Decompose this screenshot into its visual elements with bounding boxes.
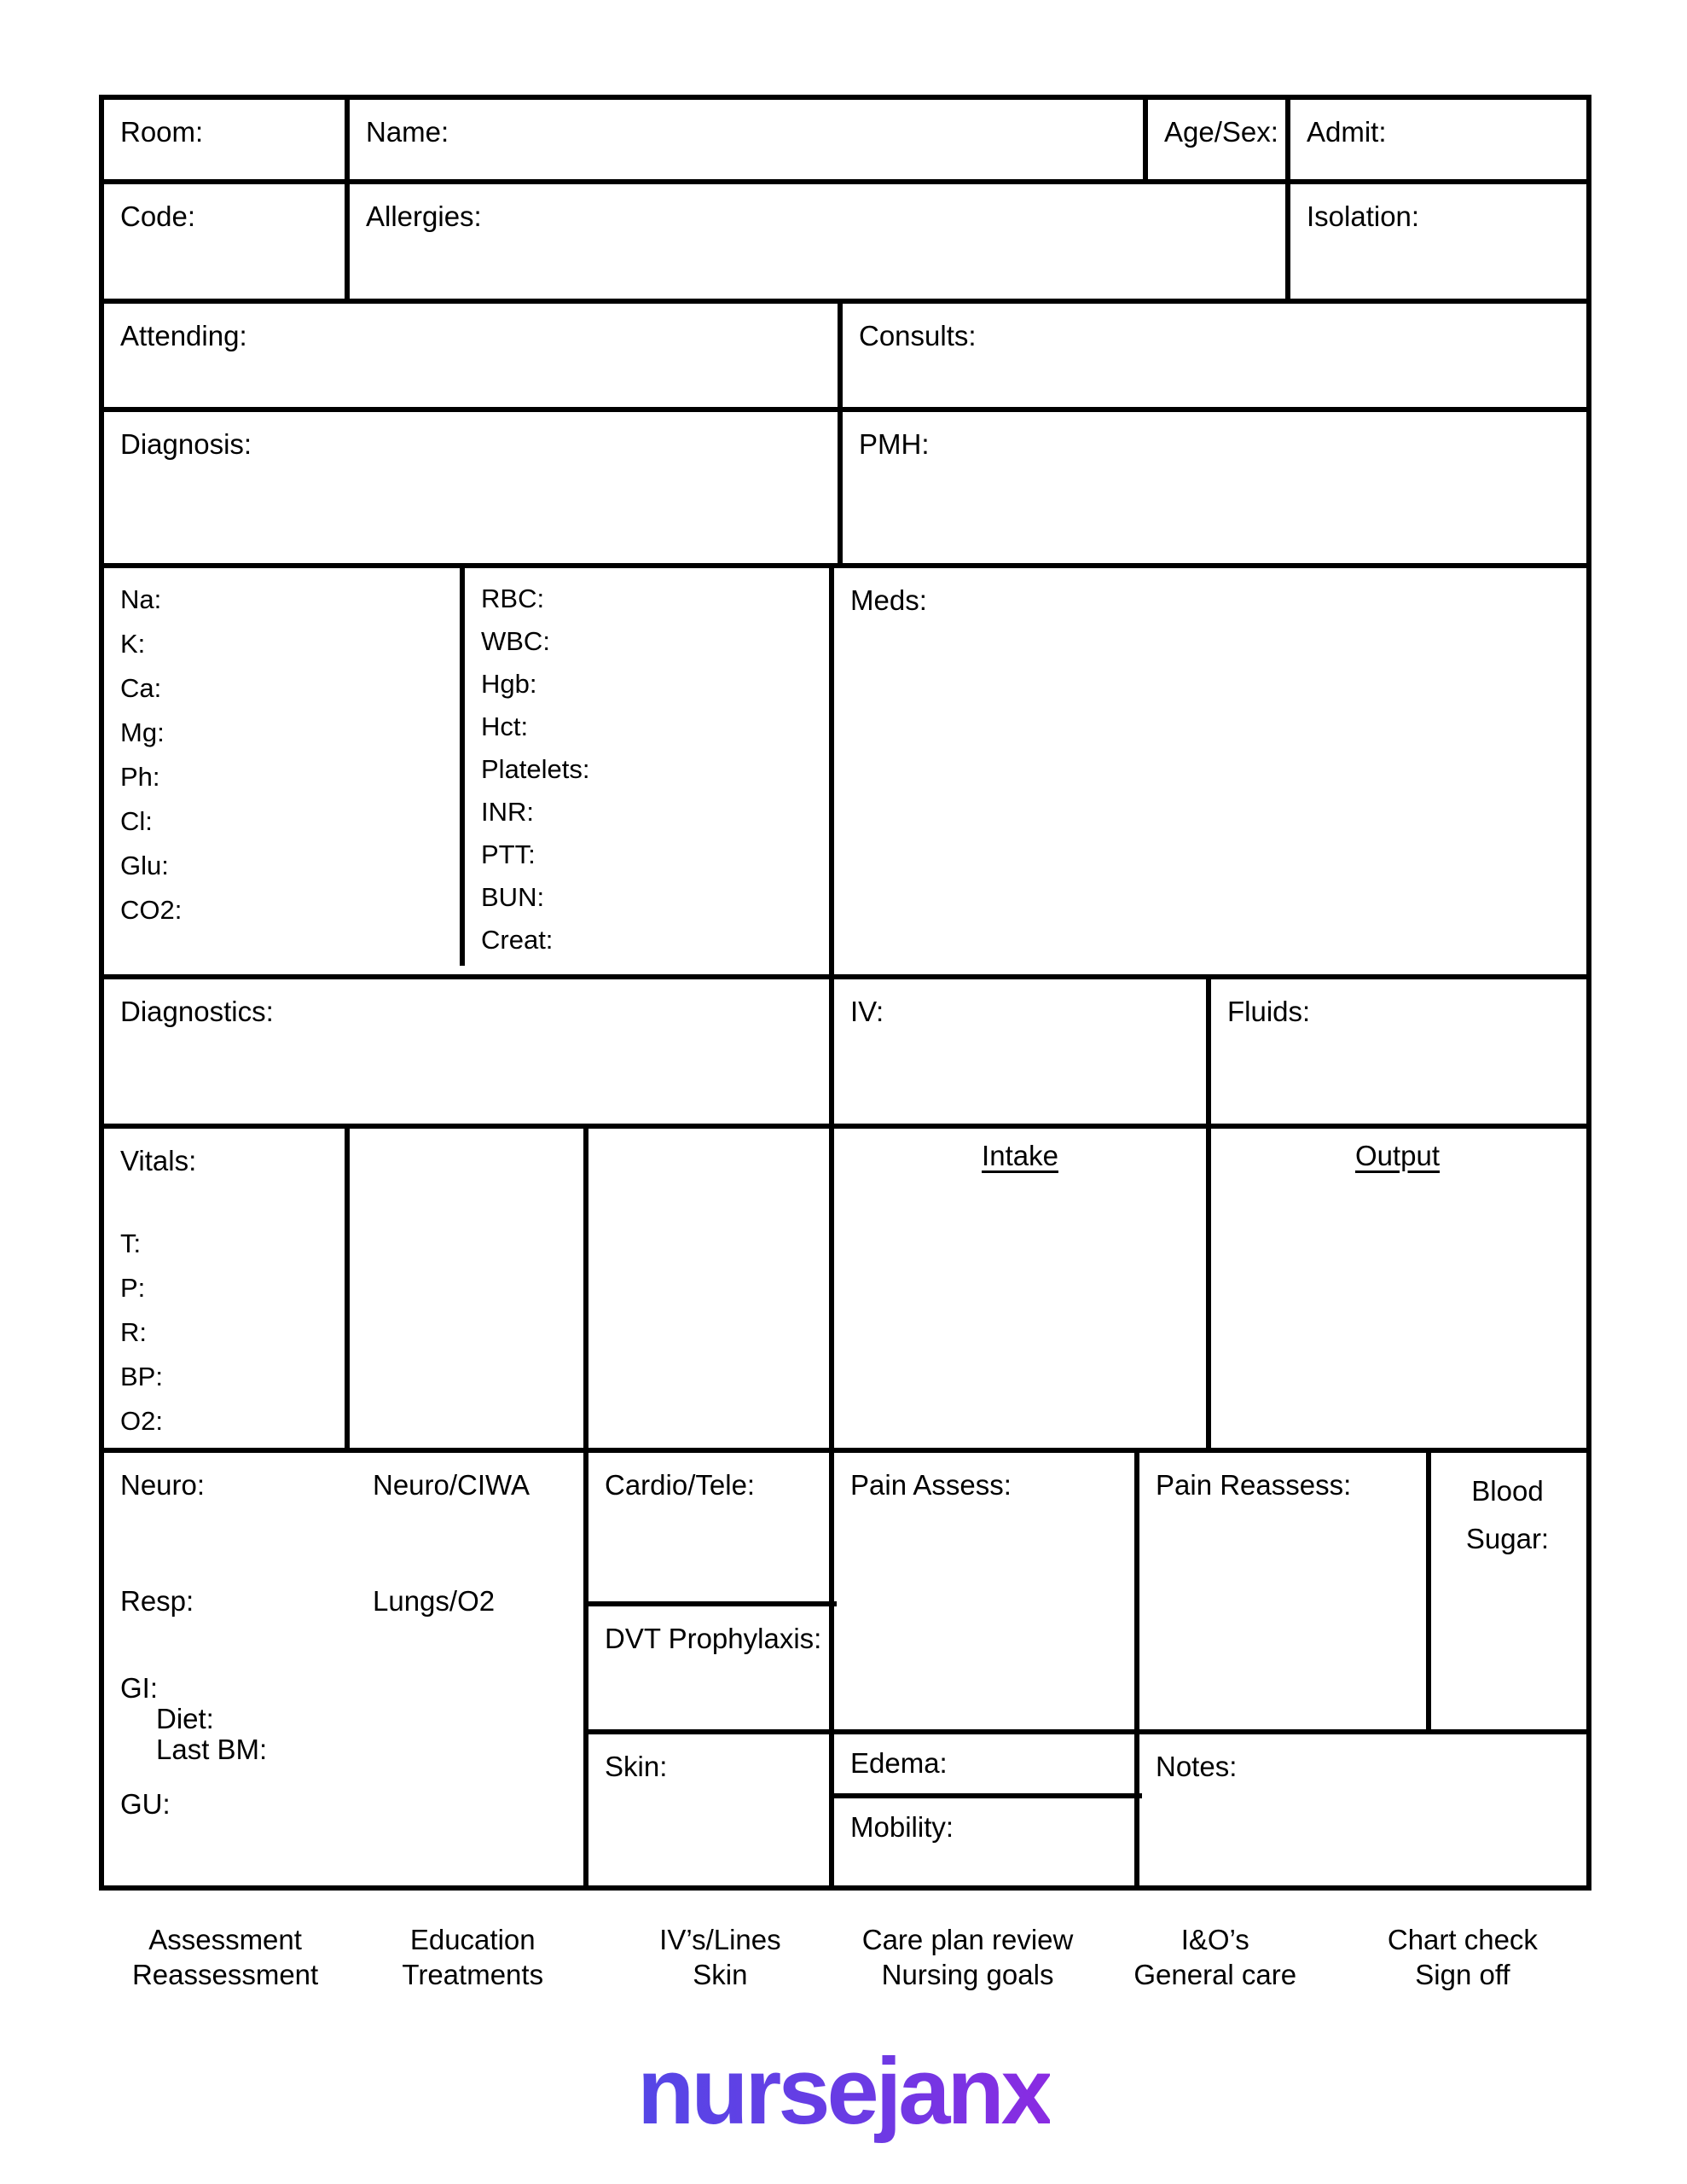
- pmh-label: PMH:: [859, 428, 930, 460]
- iv-label: IV:: [850, 996, 884, 1027]
- vitals-cell: [101, 1126, 347, 1450]
- edema-cell: [832, 1732, 1137, 1796]
- allergies-label: Allergies:: [366, 200, 482, 232]
- isolation-label: Isolation:: [1307, 200, 1420, 232]
- care-task-line: Assessment: [148, 1924, 302, 1955]
- pain-assess-label: Pain Assess:: [850, 1469, 1012, 1501]
- vitals-label: Vitals:: [120, 1145, 197, 1176]
- labs-column1-cell: [101, 566, 462, 977]
- care-task-education: [349, 1922, 596, 1992]
- care-task-line: Reassessment: [131, 1959, 319, 1990]
- lab-label-rbc: RBC:: [481, 584, 545, 613]
- lab-label-hgb: Hgb:: [481, 669, 537, 699]
- output-header: Output: [1354, 1140, 1441, 1171]
- vital-label-o2: O2:: [120, 1406, 163, 1436]
- resp-label: Resp:: [120, 1585, 194, 1617]
- care-task-line: Skin: [693, 1959, 748, 1990]
- gu-label: GU:: [120, 1788, 171, 1820]
- care-task-line: Education: [409, 1924, 536, 1955]
- care-task-line: IV’s/Lines: [659, 1924, 781, 1955]
- notes-label: Notes:: [1156, 1751, 1238, 1782]
- blood-sugar-line2: Sugar:: [1465, 1523, 1550, 1554]
- lab-label-platelets: Platelets:: [481, 754, 590, 784]
- skin-cell: [586, 1732, 832, 1888]
- care-task-assessment: [101, 1922, 349, 1992]
- mobility-cell: [832, 1796, 1137, 1888]
- lab-label-ca: Ca:: [120, 673, 162, 703]
- last-bm-label: Last BM:: [156, 1734, 268, 1765]
- room-cell: [101, 97, 347, 182]
- care-task-line: Sign off: [1415, 1959, 1510, 1990]
- allergies-cell: [347, 182, 1288, 301]
- systems-assessment-cell: [101, 1450, 586, 1888]
- consults-label: Consults:: [859, 320, 977, 351]
- vitals-list: [120, 1222, 163, 1443]
- vitals-column3-cell: [586, 1126, 832, 1450]
- care-task-care-plan: [844, 1922, 1091, 1992]
- lab-label-glu: Glu:: [120, 851, 169, 880]
- name-label: Name:: [366, 116, 449, 148]
- lab-label-inr: INR:: [481, 797, 534, 827]
- vital-label-bp: BP:: [120, 1362, 163, 1391]
- pain-reassess-cell: [1137, 1450, 1429, 1732]
- notes-cell: [1137, 1732, 1586, 1888]
- intake-cell: [832, 1126, 1209, 1450]
- intake-header: Intake: [982, 1140, 1058, 1171]
- lab-label-cl: Cl:: [120, 806, 153, 836]
- care-task-ivs-lines: [596, 1922, 844, 1992]
- lab-label-na: Na:: [120, 584, 162, 614]
- labs-column2-cell: [462, 566, 832, 977]
- lungs-o2-label: Lungs/O2: [373, 1585, 496, 1617]
- neuro-label: Neuro:: [120, 1469, 206, 1501]
- cardio-tele-cell: [586, 1450, 832, 1604]
- lab-label-co2: CO2:: [120, 895, 183, 925]
- isolation-cell: [1288, 182, 1586, 301]
- neuro-ciwa-label: Neuro/CIWA: [373, 1469, 530, 1501]
- labs-column2-list: [481, 578, 590, 961]
- care-task-line: I&O’s: [1180, 1924, 1249, 1955]
- vital-label-p: P:: [120, 1273, 146, 1303]
- name-cell: [347, 97, 1145, 182]
- care-task-ios: [1092, 1922, 1339, 1992]
- consults-cell: [840, 301, 1586, 410]
- nursejanx-logo: nursejanx: [637, 2039, 1050, 2144]
- blood-sugar-cell: [1429, 1450, 1586, 1732]
- pain-reassess-label: Pain Reassess:: [1156, 1469, 1352, 1501]
- care-task-line: Nursing goals: [881, 1959, 1054, 1990]
- care-tasks-footer: [101, 1922, 1586, 1992]
- dvt-prophylaxis-cell: [586, 1604, 832, 1732]
- lab-label-k: K:: [120, 629, 146, 659]
- pmh-cell: [840, 410, 1586, 566]
- vital-label-t: T:: [120, 1228, 142, 1258]
- diagnosis-cell: [101, 410, 840, 566]
- cardio-tele-label: Cardio/Tele:: [605, 1469, 756, 1501]
- care-task-chart-check: [1339, 1922, 1586, 1992]
- dvt-prophylaxis-label: DVT Prophylaxis:: [605, 1623, 822, 1654]
- admit-cell: [1288, 97, 1586, 182]
- code-label: Code:: [120, 200, 196, 232]
- labs-column1-list: [120, 578, 182, 932]
- attending-cell: [101, 301, 840, 410]
- diagnosis-label: Diagnosis:: [120, 428, 252, 460]
- code-cell: [101, 182, 347, 301]
- admit-label: Admit:: [1307, 116, 1387, 148]
- iv-cell: [832, 977, 1209, 1126]
- grid-line: [1586, 95, 1591, 1891]
- brand-row: [0, 2037, 1687, 2146]
- fluids-cell: [1209, 977, 1586, 1126]
- lab-label-bun: BUN:: [481, 882, 545, 912]
- diagnostics-label: Diagnostics:: [120, 996, 274, 1027]
- output-cell: [1209, 1126, 1586, 1450]
- diet-label: Diet:: [156, 1703, 214, 1734]
- care-task-line: Care plan review: [861, 1924, 1074, 1955]
- skin-label: Skin:: [605, 1751, 668, 1782]
- meds-label: Meds:: [850, 584, 927, 616]
- care-task-line: General care: [1133, 1959, 1297, 1990]
- age-sex-cell: [1145, 97, 1288, 182]
- blood-sugar-line1: Blood: [1471, 1475, 1544, 1507]
- mobility-label: Mobility:: [850, 1811, 954, 1843]
- diagnostics-cell: [101, 977, 832, 1126]
- lab-label-wbc: WBC:: [481, 626, 550, 656]
- care-task-line: Treatments: [402, 1959, 544, 1990]
- fluids-label: Fluids:: [1227, 996, 1311, 1027]
- lab-label-hct: Hct:: [481, 712, 529, 741]
- blood-sugar-label: [1429, 1467, 1586, 1563]
- vital-label-r: R:: [120, 1317, 147, 1347]
- lab-label-ptt: PTT:: [481, 839, 536, 869]
- lab-label-mg: Mg:: [120, 717, 165, 747]
- gi-label: GI:: [120, 1672, 159, 1704]
- edema-label: Edema:: [850, 1747, 948, 1779]
- age-sex-label: Age/Sex:: [1164, 116, 1278, 148]
- lab-label-creat: Creat:: [481, 925, 554, 955]
- lab-label-ph: Ph:: [120, 762, 160, 792]
- meds-cell: [832, 566, 1586, 977]
- attending-label: Attending:: [120, 320, 247, 351]
- care-task-line: Chart check: [1387, 1924, 1538, 1955]
- room-label: Room:: [120, 116, 204, 148]
- vitals-column2-cell: [347, 1126, 586, 1450]
- pain-assess-cell: [832, 1450, 1137, 1732]
